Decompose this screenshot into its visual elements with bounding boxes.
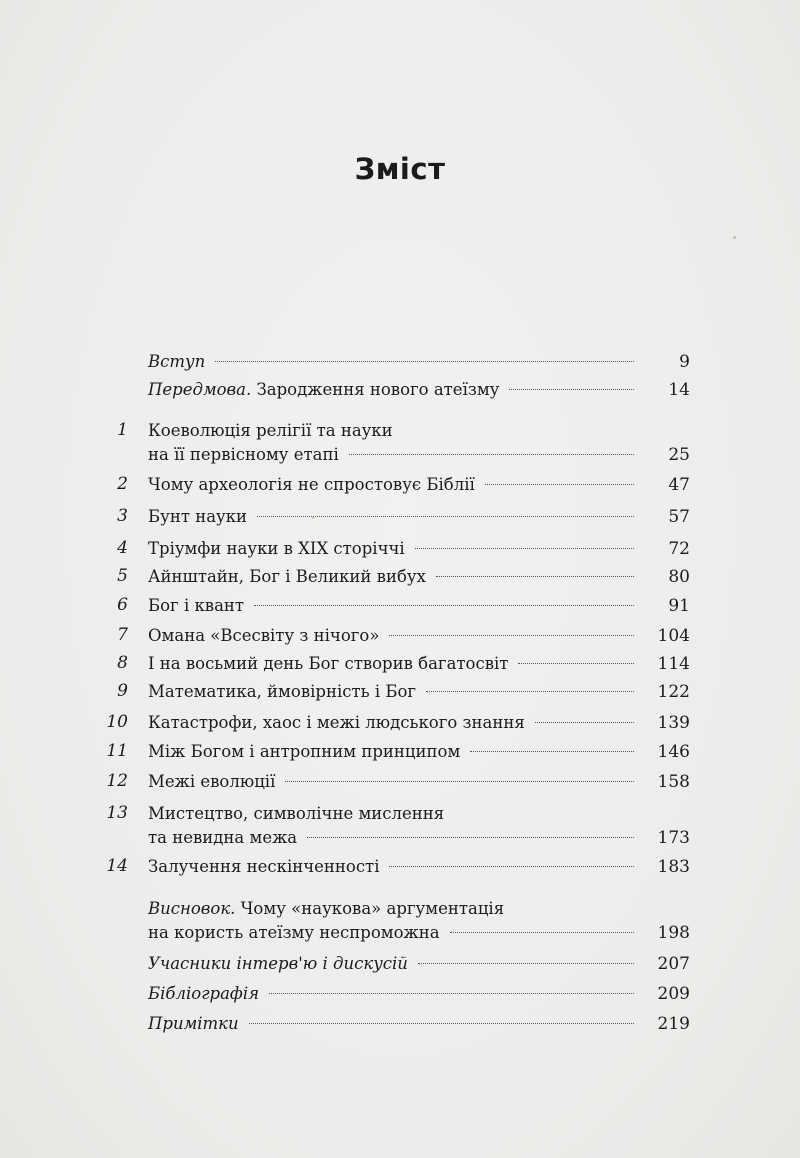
chapter-number: 10 [106,712,128,732]
toc-page-number: 72 [668,539,690,559]
toc-entry-label: Вступ [148,352,206,371]
dot-leader [518,663,634,664]
toc-entry-label: Бунт науки [148,507,248,526]
toc-line [148,680,690,704]
toc-line [148,982,690,1006]
toc-entry-label: Межі еволюції [148,772,276,791]
page-title: Зміст [354,152,446,186]
chapter-number: 2 [117,474,128,494]
toc-line [148,594,690,618]
dot-leader [285,781,634,782]
dot-leader [215,361,634,362]
toc-entry-label-rest: Зародження нового атеїзму [251,380,500,399]
toc-line [148,1012,690,1036]
toc-line [148,505,690,529]
chapter-number: 7 [117,625,128,645]
toc-entry-label: Омана «Всесвіту з нічого» [148,626,380,645]
toc-page-number: 114 [657,654,690,674]
toc-entry-label: Залучення нескінченності [148,857,380,876]
toc-line [148,897,690,920]
dot-leader [450,932,634,933]
toc-entry-label: Математика, ймовірність і Бог [148,682,417,701]
dot-leader [389,635,634,636]
toc-line [148,921,690,945]
dot-leader [415,548,634,549]
dot-leader [307,837,634,838]
toc-page-number: 104 [657,626,690,646]
chapter-number: 9 [117,681,128,701]
toc-entry-label: Між Богом і антропним принципом [148,742,461,761]
chapter-number: 13 [106,803,128,823]
toc-line [148,802,690,825]
toc-entry-label: Примітки [148,1014,239,1033]
toc-page-number: 80 [668,567,690,587]
dot-leader [470,751,634,752]
toc-page-number: 14 [668,380,690,400]
toc-page-number: 158 [657,772,690,792]
dot-leader [418,963,634,964]
toc-page-number: 57 [668,507,690,527]
dot-leader [254,605,634,606]
toc-page-number: 25 [668,445,690,465]
toc-entry-label-italic: Передмова. [148,380,252,399]
dot-leader [509,389,634,390]
toc-entry-label: Тріумфи науки в XIX сторіччі [148,539,405,558]
chapter-number: 4 [117,538,128,558]
toc-page-number: 122 [657,682,690,702]
toc-page-number: 139 [657,713,690,733]
toc-line [148,740,690,764]
dot-leader [249,1023,634,1024]
toc-line [148,652,690,676]
chapter-number: 3 [117,506,128,526]
toc-line [148,855,690,879]
toc-page-number: 183 [657,857,690,877]
toc-page-number: 47 [668,475,690,495]
toc-entry-label: Бібліографія [148,984,260,1003]
toc-entry-label: Катастрофи, хаос і межі людського знання [148,713,525,732]
toc-entry-label: на користь атеїзму неспроможна [148,923,440,942]
dot-leader [535,722,634,723]
paper-speck [733,236,736,239]
dot-leader [269,993,634,994]
toc-line [148,378,690,402]
toc-line [148,537,690,561]
toc-line [148,473,690,497]
toc-line [148,565,690,589]
toc-entry-label: Айнштайн, Бог і Великий вибух [148,567,426,586]
toc-entry-label [148,378,499,401]
toc-page-number: 9 [679,352,690,372]
dot-leader [436,576,634,577]
toc-entry-label-rest: Чому «наукова» аргументація [235,899,505,918]
toc-page-number: 198 [657,923,690,943]
toc-entry-label: Мистецтво, символічне мислення [148,804,445,823]
chapter-number: 8 [117,653,128,673]
toc-page-number: 209 [657,984,690,1004]
toc-entry-label: на її первісному етапі [148,445,339,464]
dot-leader [426,691,634,692]
toc-entry-label: Чому археологія не спростовує Біблії [148,475,475,494]
dot-leader [485,484,634,485]
toc-line [148,624,690,648]
paper-speck [312,517,314,519]
toc-line [148,826,690,850]
toc-page-number: 207 [657,954,690,974]
toc-line [148,419,690,442]
toc-entry-label: Бог і квант [148,596,245,615]
toc-entry-label: І на восьмий день Бог створив багатосвіт [148,654,509,673]
toc-entry-label [148,897,504,920]
toc-line [148,711,690,735]
toc-page-number: 91 [668,596,690,616]
chapter-number: 11 [106,741,128,761]
toc-entry-label-italic: Висновок. [148,899,236,918]
toc-line [148,770,690,794]
toc-line [148,443,690,467]
chapter-number: 12 [106,771,128,791]
toc-entry-label: та невидна межа [148,828,298,847]
chapter-number: 5 [117,566,128,586]
toc-line [148,350,690,374]
dot-leader [389,866,634,867]
toc-page-number: 146 [657,742,690,762]
toc-line [148,952,690,976]
toc-page-number: 173 [657,828,690,848]
toc-page-number: 219 [657,1014,690,1034]
chapter-number: 14 [106,856,128,876]
chapter-number: 1 [117,420,128,440]
dot-leader [349,454,634,455]
toc-entry-label: Коеволюція релігії та науки [148,421,393,440]
toc-entry-label: Учасники інтерв'ю і дискусій [148,954,408,973]
chapter-number: 6 [117,595,128,615]
